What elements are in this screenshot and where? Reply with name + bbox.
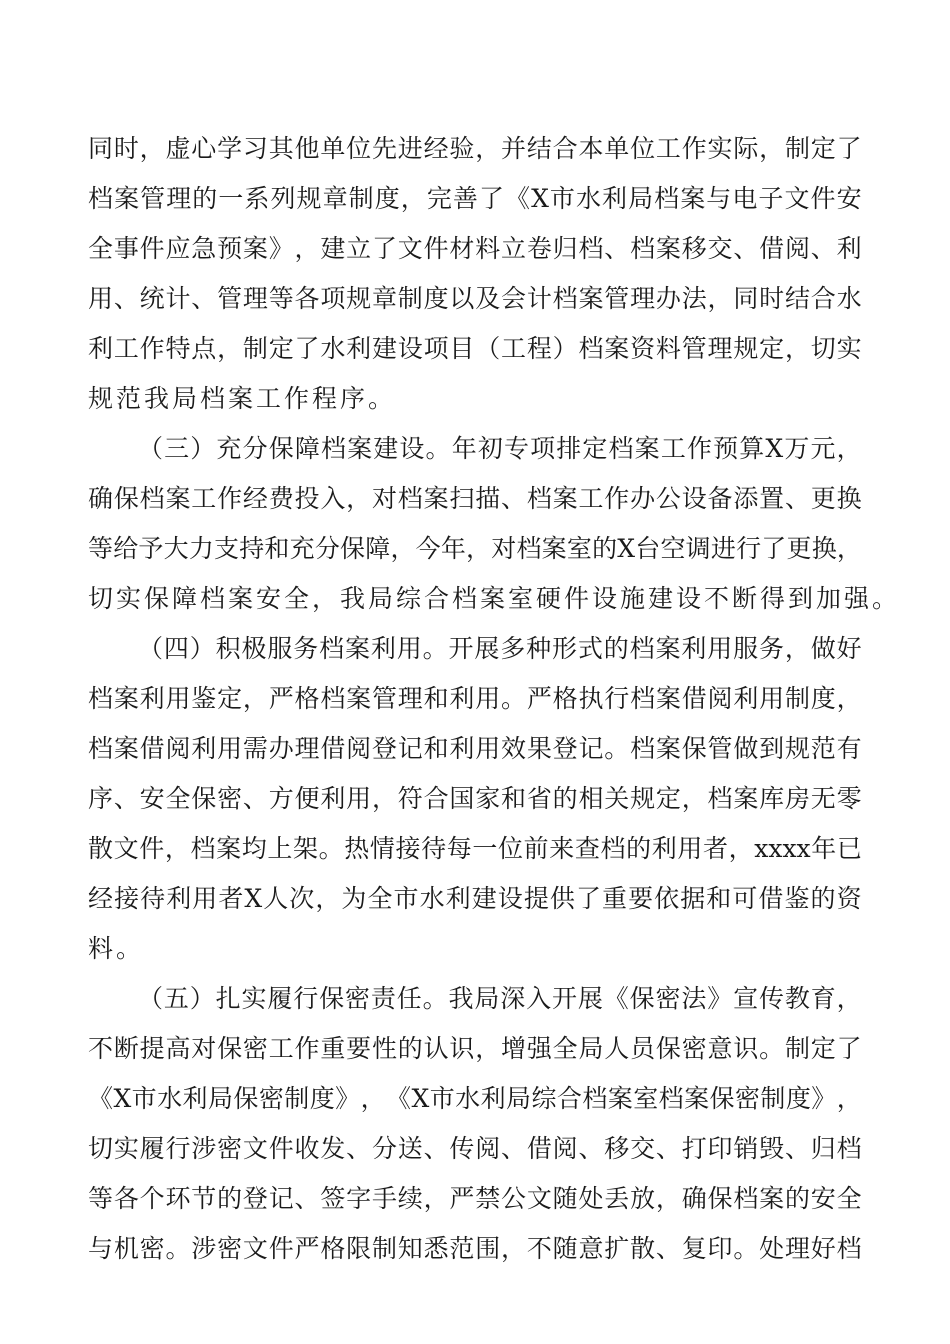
- text-line: 档 案 利 用 鉴 定 ， 严 格 档 案 管 理 和 利 用 。 严 格 执 行 档 案 借 阅 利 用 制 度 ，: [88, 684, 862, 713]
- text-line: 等 各 个 环 节 的 登 记 、 签 字 手 续 ， 严 禁 公 文 随 处 丢 放 ， 确 保 档 案 的 安 全: [88, 1184, 862, 1213]
- text-line: 切实保障档案安全，我局综合档案室硬件设施建设不断得到加强。: [88, 584, 901, 613]
- document-body: [88, 124, 901, 1274]
- paragraph-continuation: [88, 124, 862, 424]
- text-line: 用 、 统 计 、 管 理 等 各 项 规 章 制 度 以 及 会 计 档 案 管 理 办 法 ， 同 时 结 合 水: [88, 284, 862, 313]
- text-line: （ 四 ） 积 极 服 务 档 案 利 用 。 开 展 多 种 形 式 的 档 案 利 用 服 务 ， 做 好: [138, 634, 862, 663]
- text-line: 同 时 ， 虚 心 学 习 其 他 单 位 先 进 经 验 ， 并 结 合 本 单 位 工 作 实 际 ， 制 定 了: [88, 134, 862, 163]
- text-line: 《 X 市 水 利 局 保 密 制 度 》 ， 《 X 市 水 利 局 综 合 档 案 室 档 案 保 密 制 度 》 ，: [88, 1084, 862, 1113]
- paragraph-section-3: [88, 424, 901, 624]
- text-line: 料。: [88, 934, 145, 963]
- text-line: 与 机 密 。 涉 密 文 件 严 格 限 制 知 悉 范 围 ， 不 随 意 扩 散 、 复 印 。 处 理 好 档: [88, 1234, 862, 1263]
- text-line: 档 案 管 理 的 一 系 列 规 章 制 度 ， 完 善 了 《 X 市 水 利 局 档 案 与 电 子 文 件 安: [88, 184, 862, 213]
- paragraph-section-5: [88, 974, 862, 1274]
- text-line: （ 五 ） 扎 实 履 行 保 密 责 任 。 我 局 深 入 开 展 《 保 密 法 》 宣 传 教 育 ，: [138, 984, 862, 1013]
- text-line: 经 接 待 利 用 者 X 人 次 ， 为 全 市 水 利 建 设 提 供 了 重 要 依 据 和 可 借 鉴 的 资: [88, 884, 862, 913]
- text-line: 规范我局档案工作程序。: [88, 384, 397, 413]
- text-line: 等 给 予 大 力 支 持 和 充 分 保 障 ， 今 年 ， 对 档 案 室 的 X 台 空 调 进 行 了 更 换 ，: [88, 534, 862, 563]
- text-line: 档 案 借 阅 利 用 需 办 理 借 阅 登 记 和 利 用 效 果 登 记 。 档 案 保 管 做 到 规 范 有: [88, 734, 862, 763]
- text-line: 散 文 件 ， 档 案 均 上 架 。 热 情 接 待 每 一 位 前 来 查 档 的 利 用 者 ， xxxx 年 已: [88, 834, 862, 863]
- text-line: 确 保 档 案 工 作 经 费 投 入 ， 对 档 案 扫 描 、 档 案 工 作 办 公 设 备 添 置 、 更 换: [88, 484, 862, 513]
- text-line: 全 事 件 应 急 预 案 》 ， 建 立 了 文 件 材 料 立 卷 归 档 、 档 案 移 交 、 借 阅 、 利: [88, 234, 862, 263]
- text-line: （ 三 ） 充 分 保 障 档 案 建 设 。 年 初 专 项 排 定 档 案 工 作 预 算 X 万 元 ，: [138, 434, 862, 463]
- text-line: 序 、 安 全 保 密 、 方 便 利 用 ， 符 合 国 家 和 省 的 相 关 规 定 ， 档 案 库 房 无 零: [88, 784, 862, 813]
- text-line: 利 工 作 特 点 ， 制 定 了 水 利 建 设 项 目 （ 工 程 ） 档 案 资 料 管 理 规 定 ， 切 实: [88, 334, 862, 363]
- paragraph-section-4: [88, 624, 862, 974]
- text-line: 切 实 履 行 涉 密 文 件 收 发 、 分 送 、 传 阅 、 借 阅 、 移 交 、 打 印 销 毁 、 归 档: [88, 1134, 862, 1163]
- text-line: 不 断 提 高 对 保 密 工 作 重 要 性 的 认 识 ， 增 强 全 局 人 员 保 密 意 识 。 制 定 了: [88, 1034, 862, 1063]
